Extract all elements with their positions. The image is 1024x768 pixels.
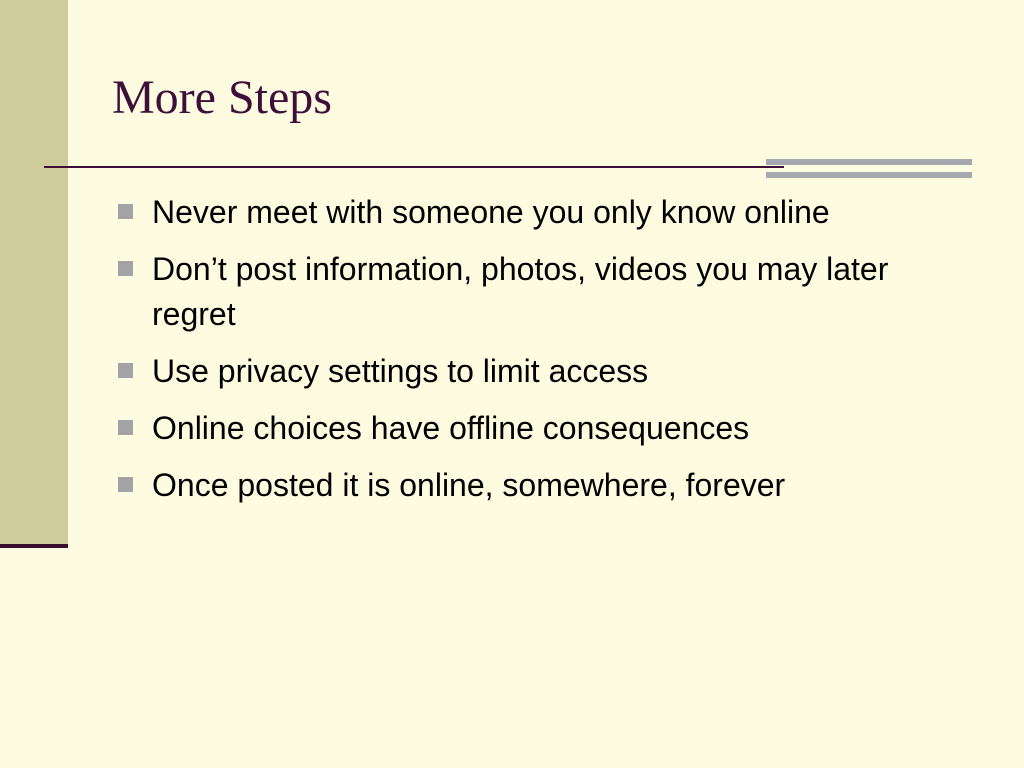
bullet-text: Once posted it is online, somewhere, forever <box>152 467 786 503</box>
bullet-item <box>116 190 966 235</box>
accent-bar-bottom <box>766 172 972 178</box>
bullet-text: Never meet with someone you only know online <box>152 194 830 230</box>
square-bullet-icon <box>118 477 133 492</box>
square-bullet-icon <box>118 363 133 378</box>
accent-bar-top <box>766 159 972 165</box>
square-bullet-icon <box>118 261 133 276</box>
bullet-text: Online choices have offline consequences <box>152 410 750 446</box>
bullet-item <box>116 247 966 337</box>
bullet-item <box>116 463 966 508</box>
square-bullet-icon <box>118 420 133 435</box>
bullet-text: Use privacy settings to limit access <box>152 353 649 389</box>
bullet-text: Don’t post information, photos, videos you may later regret <box>152 251 889 332</box>
bullet-item <box>116 406 966 451</box>
bullet-item <box>116 349 966 394</box>
square-bullet-icon <box>118 204 133 219</box>
bullet-list <box>116 190 966 520</box>
slide-title: More Steps <box>112 71 332 124</box>
left-decorative-band <box>0 0 68 548</box>
left-band-underline <box>0 544 68 548</box>
title-divider-line <box>44 166 784 168</box>
